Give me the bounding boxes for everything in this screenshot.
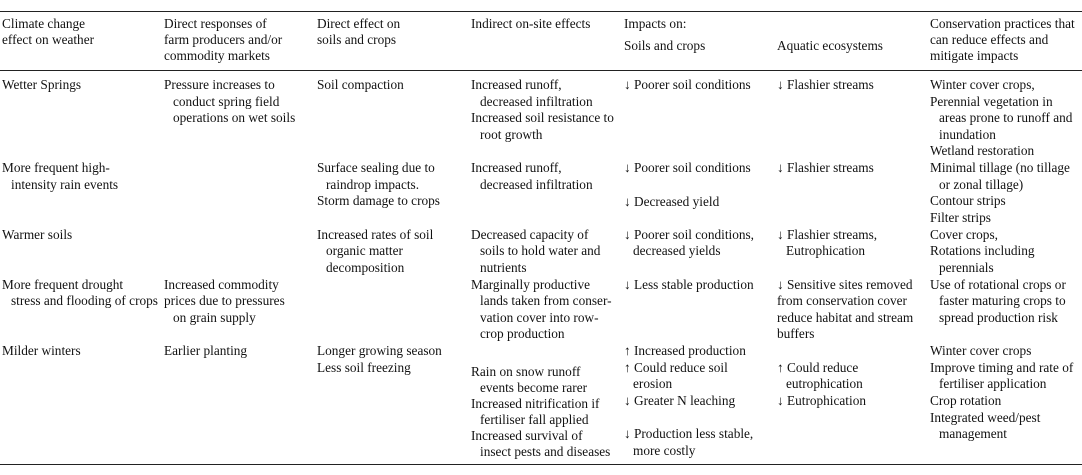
header-aquatic: Aquatic ecosystems <box>777 38 883 53</box>
row5-soils-line: erosion <box>633 376 673 391</box>
row5-indirect-line: insect pests and diseases <box>480 444 611 459</box>
row1-responses-line: operations on wet soils <box>173 110 296 125</box>
header-responses-line: Direct responses of <box>164 16 267 31</box>
header-conservation-line: can reduce effects and <box>930 32 1049 47</box>
row3-indirect-line: Decreased capacity of <box>471 227 589 242</box>
row5-conservation-line: Improve timing and rate of <box>930 360 1074 375</box>
row4-responses-line: prices due to pressures <box>164 293 285 308</box>
row4-climate-line: More frequent drought <box>2 277 124 292</box>
row5-soils-line: ↓ Greater N leaching <box>624 393 736 408</box>
row4-aquatic-line: ↓ Sensitive sites removed <box>777 277 913 292</box>
row1-responses-line: Pressure increases to <box>164 77 275 92</box>
header-climate-line: effect on weather <box>2 32 95 47</box>
row3-aquatic-line: Eutrophication <box>786 243 866 258</box>
table-bottom-rule <box>0 464 1082 465</box>
table-top-rule <box>0 11 1082 12</box>
row5-conservation-line: Winter cover crops <box>930 343 1032 358</box>
row4-conservation-line: faster maturing crops to <box>939 293 1066 308</box>
row4-climate-line: stress and flooding of crops <box>11 293 158 308</box>
row4-conservation-line: Use of rotational crops or <box>930 277 1066 292</box>
row4-conservation-line: spread production risk <box>939 310 1058 325</box>
row5-indirect-line: fertiliser fall applied <box>480 412 589 427</box>
header-direct-line: soils and crops <box>317 32 397 47</box>
row3-indirect-line: nutrients <box>480 260 527 275</box>
header-indirect: Indirect on-site effects <box>471 16 591 31</box>
row1-climate: Wetter Springs <box>2 77 82 92</box>
row3-aquatic-line: ↓ Flashier streams, <box>777 227 878 242</box>
row4-aquatic-line: reduce habitat and stream <box>777 310 914 325</box>
header-responses-line: commodity markets <box>164 48 270 63</box>
row2-soils-line: ↓ Decreased yield <box>624 194 720 209</box>
row4-responses-line: on grain supply <box>173 310 256 325</box>
row1-indirect-line: decreased infiltration <box>480 94 593 109</box>
row1-conservation-line: Wetland restoration <box>930 143 1035 158</box>
row2-direct-line: raindrop impacts. <box>326 177 420 192</box>
row2-climate-line: intensity rain events <box>11 177 119 192</box>
row2-conservation-line: Contour strips <box>930 193 1006 208</box>
row5-conservation-line: Integrated weed/pest <box>930 410 1041 425</box>
row5-aquatic-line: ↓ Eutrophication <box>777 393 866 408</box>
row5-conservation-line: management <box>939 426 1007 441</box>
row5-direct-line: Less soil freezing <box>317 360 411 375</box>
row2-soils-line: ↓ Poorer soil conditions <box>624 160 751 175</box>
row5-soils-line: ↓ Production less stable, <box>624 426 754 441</box>
row1-indirect-line: root growth <box>480 127 543 142</box>
header-direct-line: Direct effect on <box>317 16 401 31</box>
row4-indirect-line: lands taken from conser- <box>480 293 612 308</box>
row2-climate-line: More frequent high- <box>2 160 110 175</box>
row4-soils: ↓ Less stable production <box>624 277 754 292</box>
row4-indirect-line: Marginally productive <box>471 277 591 292</box>
row5-climate: Milder winters <box>2 343 81 358</box>
row3-conservation-line: perennials <box>939 260 994 275</box>
row2-aquatic: ↓ Flashier streams <box>777 160 874 175</box>
row5-soils-line: more costly <box>633 443 696 458</box>
row3-climate: Warmer soils <box>2 227 73 242</box>
row3-indirect-line: soils to hold water and <box>480 243 601 258</box>
row1-conservation-line: inundation <box>939 127 996 142</box>
row2-conservation-line: or zonal tillage) <box>939 177 1024 192</box>
row1-aquatic: ↓ Flashier streams <box>777 77 874 92</box>
row5-aquatic-line: eutrophication <box>786 376 863 391</box>
row1-conservation-line: Perennial vegetation in <box>930 94 1053 109</box>
row5-responses: Earlier planting <box>164 343 248 358</box>
header-conservation-line: Conservation practices that <box>930 16 1075 31</box>
row4-indirect-line: vation cover into row- <box>480 310 599 325</box>
row1-conservation-line: Winter cover crops, <box>930 77 1035 92</box>
row3-direct-line: organic matter <box>326 243 403 258</box>
row3-soils-line: decreased yields <box>633 243 721 258</box>
row5-indirect-line: Rain on snow runoff <box>471 364 581 379</box>
row2-direct-line: Surface sealing due to <box>317 160 435 175</box>
row2-indirect-line: Increased runoff, <box>471 160 562 175</box>
row3-direct-line: decomposition <box>326 260 405 275</box>
row2-conservation-line: Filter strips <box>930 210 991 225</box>
row5-indirect-line: Increased nitrification if <box>471 396 600 411</box>
row1-indirect-line: Increased runoff, <box>471 77 562 92</box>
row5-indirect-line: Increased survival of <box>471 428 583 443</box>
row2-conservation-line: Minimal tillage (no tillage <box>930 160 1070 175</box>
row4-aquatic-line: buffers <box>777 326 815 341</box>
header-responses-line: farm producers and/or <box>164 32 283 47</box>
header-soils-crops: Soils and crops <box>624 38 706 53</box>
header-bottom-rule <box>0 70 1082 71</box>
row4-indirect-line: crop production <box>480 326 565 341</box>
row5-conservation-line: fertiliser application <box>939 376 1047 391</box>
row4-responses-line: Increased commodity <box>164 277 279 292</box>
header-impacts-on: Impacts on: <box>624 16 687 31</box>
row5-direct-line: Longer growing season <box>317 343 442 358</box>
row2-direct-line: Storm damage to crops <box>317 193 440 208</box>
row3-direct-line: Increased rates of soil <box>317 227 434 242</box>
header-conservation-line: mitigate impacts <box>930 48 1019 63</box>
header-climate-line: Climate change <box>2 16 86 31</box>
row5-conservation-line: Crop rotation <box>930 393 1002 408</box>
row4-aquatic-line: from conservation cover <box>777 293 907 308</box>
row1-indirect-line: Increased soil resistance to <box>471 110 614 125</box>
row3-soils-line: ↓ Poorer soil conditions, <box>624 227 755 242</box>
row1-conservation-line: areas prone to runoff and <box>939 110 1073 125</box>
row5-soils-line: ↑ Increased production <box>624 343 746 358</box>
row5-aquatic-line: ↑ Could reduce <box>777 360 859 375</box>
row1-responses-line: conduct spring field <box>173 94 280 109</box>
row1-direct: Soil compaction <box>317 77 404 92</box>
row3-conservation-line: Rotations including <box>930 243 1035 258</box>
row1-soils: ↓ Poorer soil conditions <box>624 77 751 92</box>
row2-indirect-line: decreased infiltration <box>480 177 593 192</box>
row5-soils-line: ↑ Could reduce soil <box>624 360 728 375</box>
row5-indirect-line: events become rarer <box>480 380 588 395</box>
row3-conservation-line: Cover crops, <box>930 227 998 242</box>
